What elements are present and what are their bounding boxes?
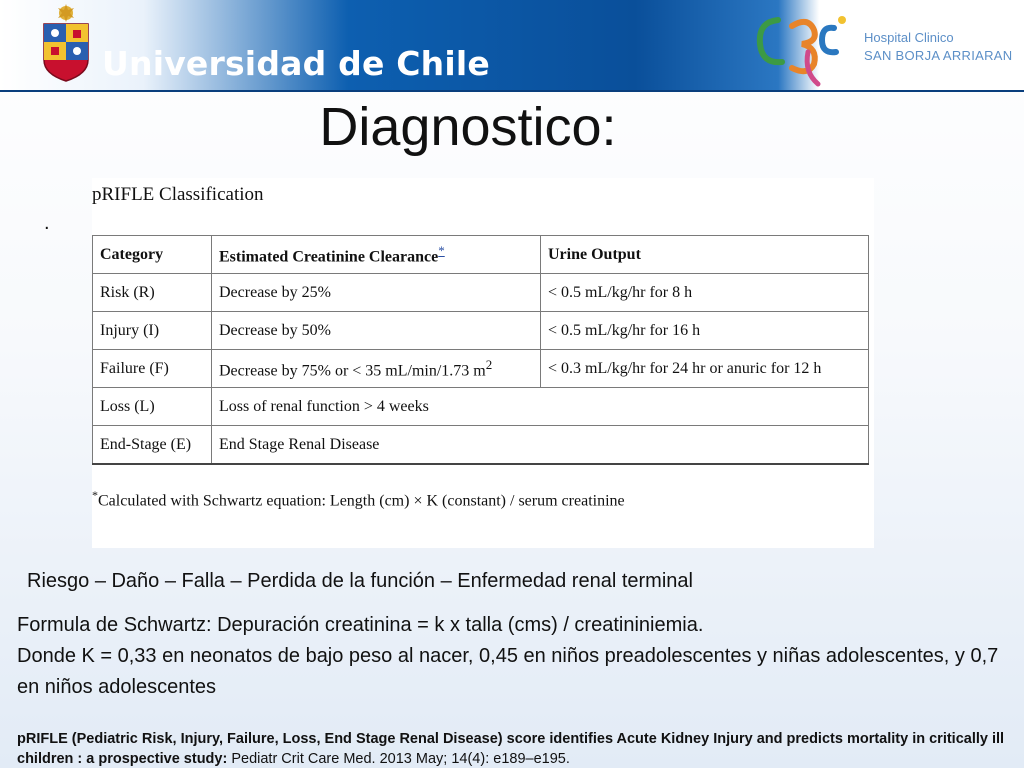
table-row	[93, 312, 869, 350]
university-crest-logo	[40, 4, 92, 82]
bullet-marker: .	[44, 212, 50, 234]
reference-citation	[17, 729, 1017, 769]
table-row	[93, 350, 869, 388]
schwartz-formula	[17, 610, 1007, 703]
cell-clearance: End Stage Renal Disease	[212, 426, 869, 465]
prifle-table	[92, 235, 869, 465]
cell-urine-output: < 0.5 mL/kg/hr for 16 h	[541, 312, 869, 350]
column-header-clearance-text: Estimated Creatinine Clearance	[219, 248, 439, 266]
hospital-logo	[748, 8, 852, 88]
footnote-mark: *	[92, 488, 98, 502]
cell-category: Risk (R)	[93, 274, 212, 312]
figure-footnote	[92, 488, 625, 510]
cell-clearance: Loss of renal function > 4 weeks	[212, 388, 869, 426]
cell-category: Loss (L)	[93, 388, 212, 426]
clearance-footnote-mark: *	[438, 242, 445, 258]
column-header-clearance	[212, 236, 541, 274]
figure-heading: pRIFLE Classification	[92, 184, 264, 205]
footnote-text: Calculated with Schwartz equation: Length (cm) × K (constant) / serum creatinine	[98, 492, 625, 510]
column-header-urine-output: Urine Output	[541, 236, 869, 274]
formula-line: Formula de Schwartz: Depuración creatinina = k x talla (cms) / creatininiemia.	[17, 614, 704, 636]
table-row	[93, 274, 869, 312]
prifle-figure	[92, 178, 874, 548]
cell-clearance: Decrease by 25%	[212, 274, 541, 312]
table-header-row	[93, 236, 869, 274]
header-divider	[0, 90, 1024, 92]
table-row	[93, 388, 869, 426]
university-name: Universidad de Chile	[102, 44, 490, 83]
k-values-line: Donde K = 0,33 en neonatos de bajo peso al nacer, 0,45 en niños preadolescentes y niñas adolescentes, y 0,7 en niños adolescentes	[17, 645, 999, 698]
hospital-name-line2: SAN BORJA ARRIARAN	[864, 48, 1013, 63]
slide-title: Diagnostico:	[319, 97, 617, 157]
superscript-two: 2	[485, 356, 493, 372]
cell-category: Failure (F)	[93, 350, 212, 388]
cell-clearance	[212, 350, 541, 388]
reference-source: Pediatr Crit Care Med. 2013 May; 14(4): e189–e195.	[227, 751, 570, 767]
cell-clearance-text: Decrease by 75% or < 35 mL/min/1.73 m	[219, 362, 486, 380]
table-row	[93, 426, 869, 465]
reference-title: pRIFLE (Pediatric Risk, Injury, Failure, Loss, End Stage Renal Disease) score identifies Acute Kidney Injury and predicts mortality in critically ill children : a prospective study:	[17, 731, 1005, 767]
riesgo-summary: Riesgo – Daño – Falla – Perdida de la función – Enfermedad renal terminal	[27, 570, 693, 592]
cell-category: Injury (I)	[93, 312, 212, 350]
cell-urine-output: < 0.3 mL/kg/hr for 24 hr or anuric for 12 h	[541, 350, 869, 388]
column-header-category: Category	[93, 236, 212, 274]
cell-category: End-Stage (E)	[93, 426, 212, 465]
cell-clearance: Decrease by 50%	[212, 312, 541, 350]
hospital-name-line1: Hospital Clinico	[864, 30, 954, 45]
cell-urine-output: < 0.5 mL/kg/hr for 8 h	[541, 274, 869, 312]
